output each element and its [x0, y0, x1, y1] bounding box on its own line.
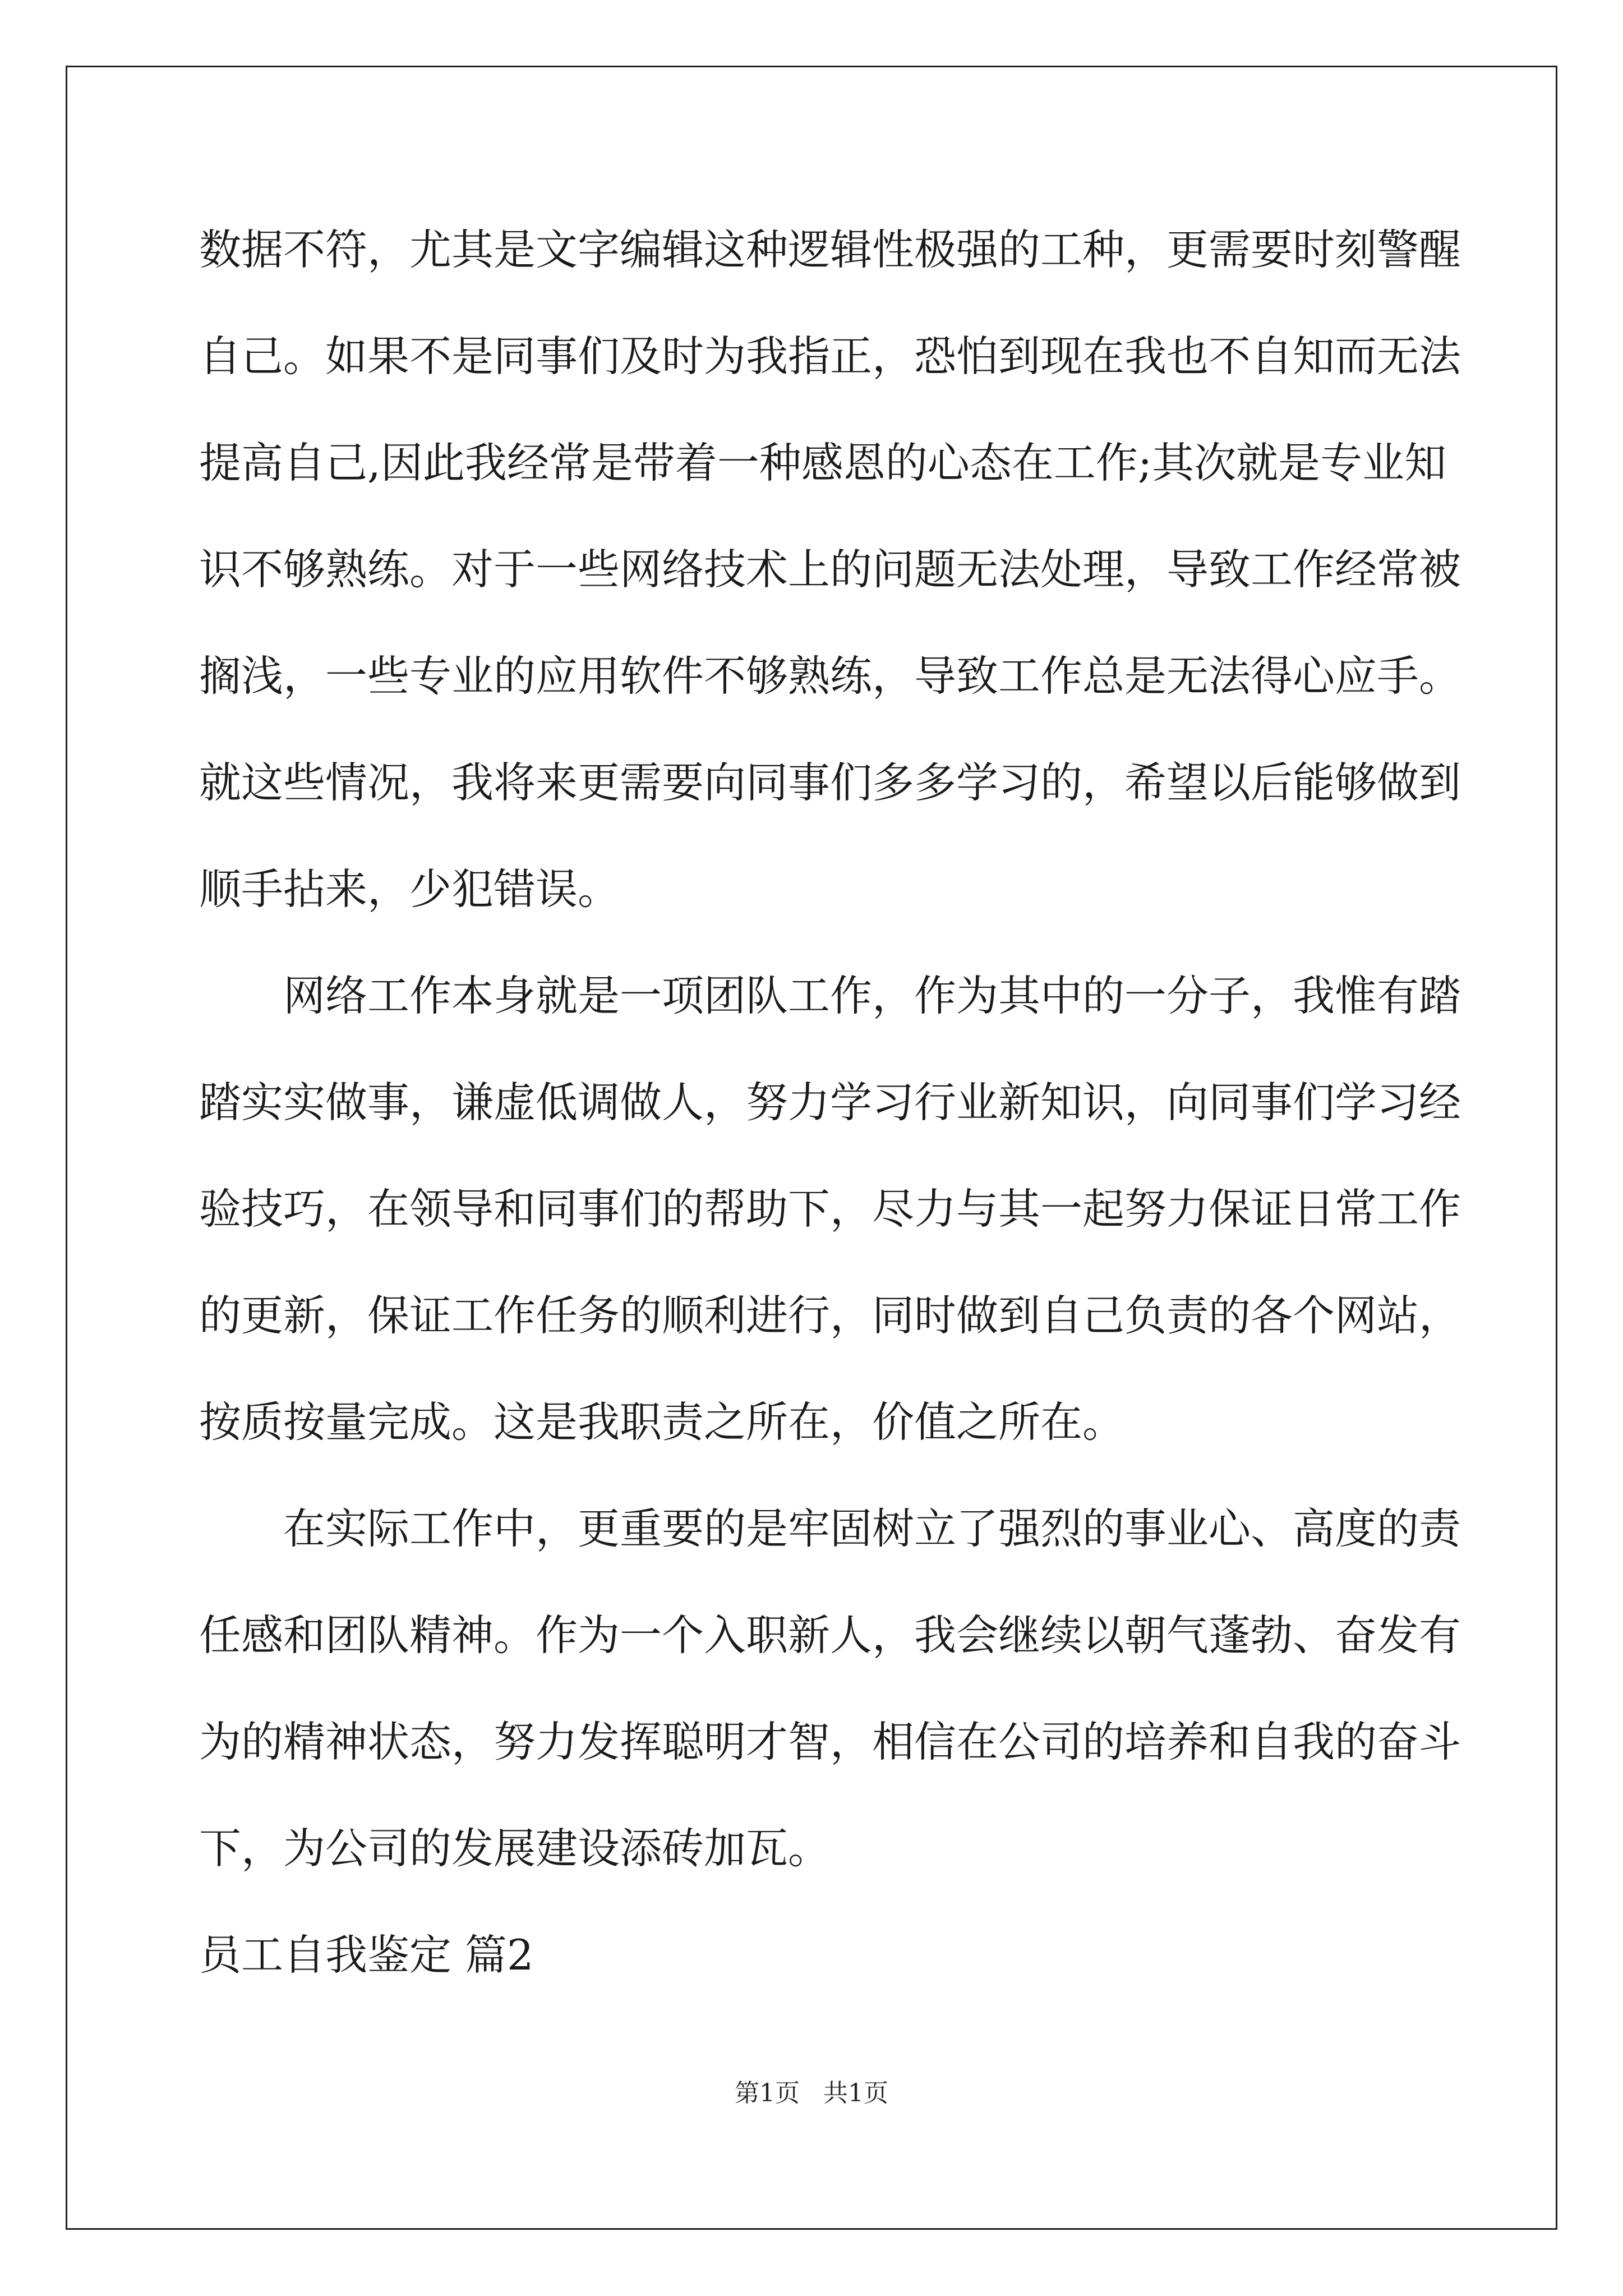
paragraph-1-line-1: 数据不符，尤其是文字编辑这种逻辑性极强的工种，更需要时刻警醒 [199, 225, 1461, 274]
paragraph-2-line-3: 验技巧，在领导和同事们的帮助下，尽力与其一起努力保证日常工作 [199, 1184, 1461, 1234]
paragraph-2-line-2: 踏实实做事，谦虚低调做人，努力学习行业新知识，向同事们学习经 [199, 1078, 1461, 1127]
paragraph-2-line-4: 的更新，保证工作任务的顺利进行，同时做到自己负责的各个网站， [199, 1291, 1461, 1340]
paragraph-2-line-5: 按质按量完成。这是我职责之所在，价值之所在。 [199, 1397, 1125, 1447]
page-footer: 第1页 共1页 [735, 2079, 888, 2108]
page-border [66, 66, 1557, 2230]
paragraph-3-line-3: 为的精神状态，努力发挥聪明才智，相信在公司的培养和自我的奋斗 [199, 1717, 1461, 1766]
paragraph-1-line-3: 提高自己,因此我经常是带着一种感恩的心态在工作;其次就是专业知 [199, 438, 1447, 487]
paragraph-1-line-4: 识不够熟练。对于一些网络技术上的问题无法处理，导致工作经常被 [199, 545, 1461, 594]
paragraph-1-line-7: 顺手拈来，少犯错误。 [199, 864, 620, 914]
paragraph-1-line-2: 自己。如果不是同事们及时为我指正，恐怕到现在我也不自知而无法 [199, 332, 1461, 381]
section-heading: 员工自我鉴定 篇2 [199, 1930, 534, 1980]
paragraph-1-line-6: 就这些情况，我将来更需要向同事们多多学习的，希望以后能够做到 [199, 758, 1461, 807]
paragraph-1-line-5: 搁浅，一些专业的应用软件不够熟练，导致工作总是无法得心应手。 [199, 651, 1461, 701]
paragraph-3-line-1: 在实际工作中，更重要的是牢固树立了强烈的事业心、高度的责 [283, 1504, 1461, 1553]
paragraph-3-line-4: 下，为公司的发展建设添砖加瓦。 [199, 1824, 831, 1873]
paragraph-3-line-2: 任感和团队精神。作为一个入职新人，我会继续以朝气蓬勃、奋发有 [199, 1611, 1461, 1660]
paragraph-2-line-1: 网络工作本身就是一项团队工作，作为其中的一分子，我惟有踏 [283, 971, 1461, 1020]
